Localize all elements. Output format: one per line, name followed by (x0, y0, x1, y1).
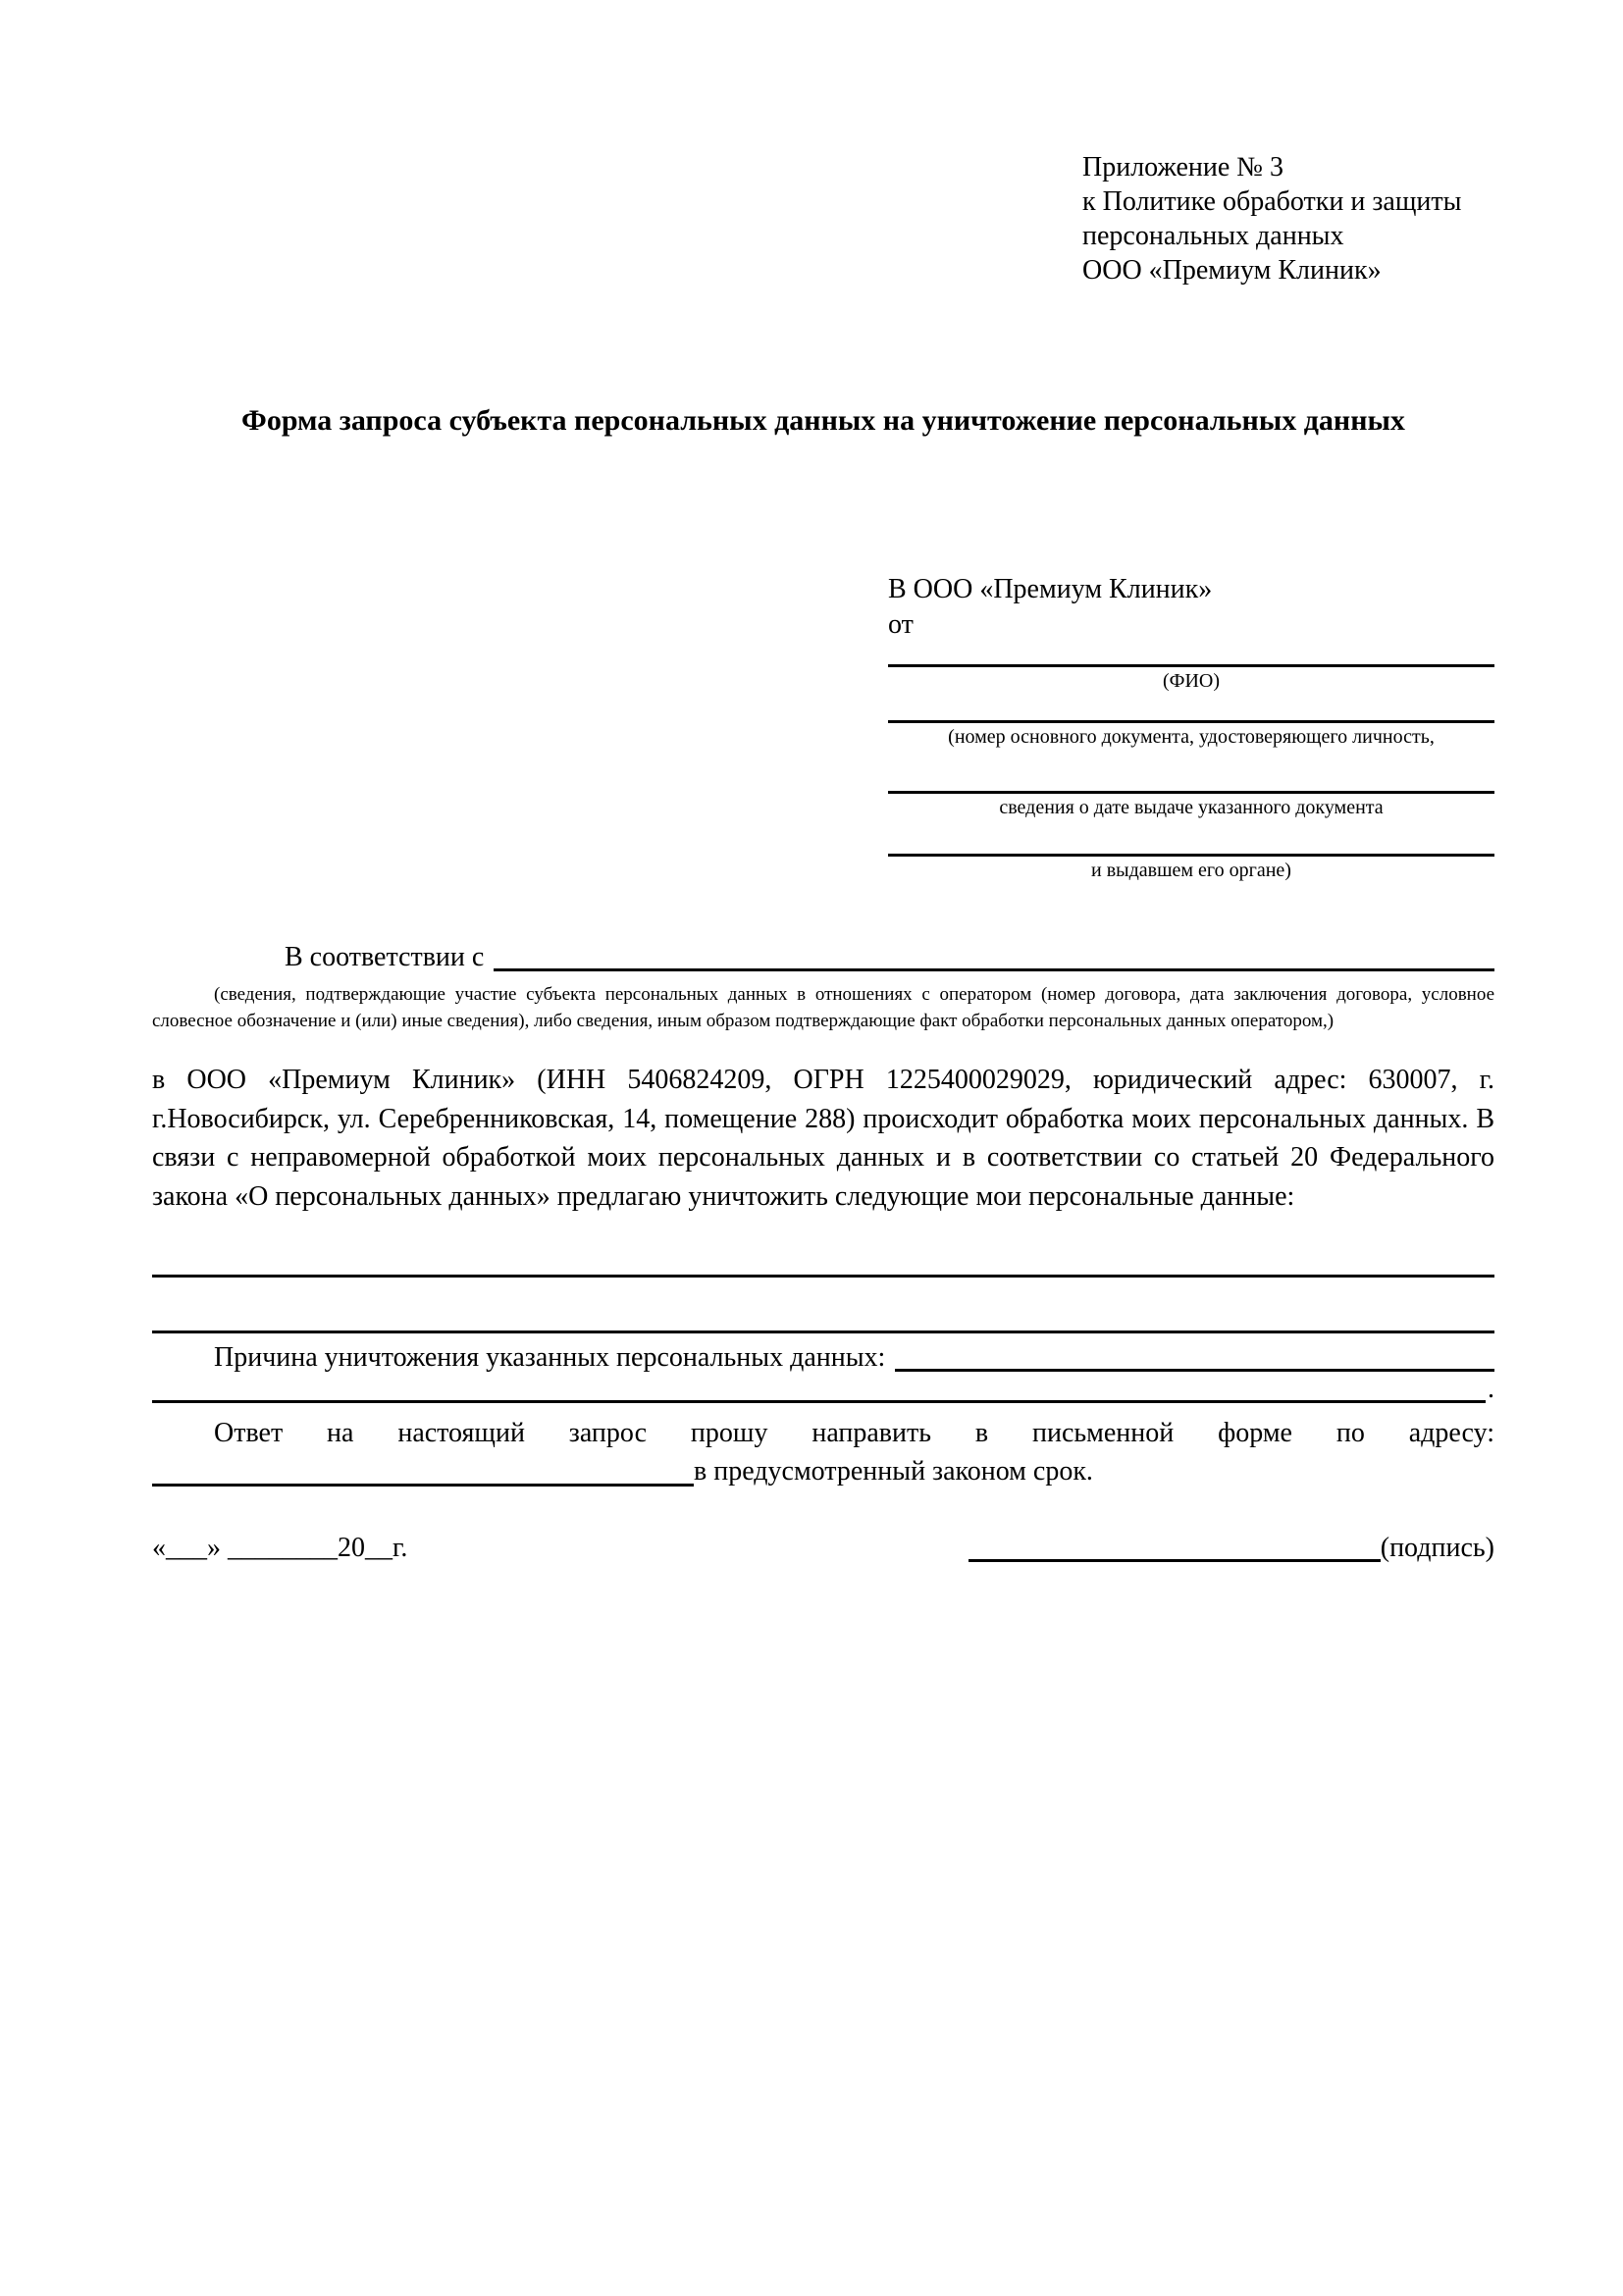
signature-blank-line (969, 1559, 1381, 1562)
data-blank-line-2 (152, 1331, 1494, 1333)
appendix-header (1082, 150, 1514, 287)
appendix-header-line: к Политике обработки и защиты (1082, 186, 1462, 217)
document-issue-date-caption: сведения о дате выдаче указанного документа (999, 797, 1384, 818)
addressee-from-label: от (888, 609, 914, 640)
main-paragraph: в ООО «Премиум Клиник» (ИНН 5406824209, ОГРН 1225400029029, юридический адрес: 630007, г. г.Новосибирск, ул. Серебренниковская, 14, помещение 288) происходит обработка моих персональных данных. В связи с неправомерной обработкой моих персональных данных и в соответствии со статьей 20 Федерального закона «О персональных данных» предлагаю уничтожить следующие мои персональные данные: (152, 1065, 1494, 1212)
footer-row (152, 1531, 1494, 1566)
fio-caption: (ФИО) (1162, 670, 1220, 692)
reason-blank-line-2 (152, 1400, 1486, 1403)
reason-continuation-row (152, 1372, 1494, 1407)
response-address-row (152, 1452, 1494, 1490)
accordance-row (152, 940, 1494, 975)
response-request-text: Ответ на настоящий запрос прошу направить в письменной форме по адресу: (214, 1418, 1494, 1448)
accordance-note: (сведения, подтверждающие участие субъекта персональных данных в отношениях с оператором (номер договора, дата заключения договора, условное словесное обозначение и (или) иные сведения), либо сведения, иным образом подтверждающие факт обработки персональных данных оператором,) (152, 984, 1494, 1031)
reason-label: Причина уничтожения указанных персональных данных: (214, 1342, 886, 1373)
appendix-header-line: Приложение № 3 (1082, 152, 1283, 183)
appendix-header-line: персональных данных (1082, 221, 1344, 251)
response-deadline-text: в предусмотренный законом срок. (694, 1456, 1093, 1487)
document-issuer-caption: и выдавшем его органе) (1091, 860, 1291, 881)
accordance-label: В соответствии с (285, 942, 485, 972)
period-mark: . (1488, 1374, 1494, 1404)
addressee-block (888, 572, 1494, 883)
response-block (152, 1414, 1494, 1490)
signature-caption: (подпись) (1380, 1533, 1494, 1563)
document-number-caption: (номер основного документа, удостоверяющего личность, (948, 726, 1435, 748)
address-blank-line (152, 1484, 694, 1487)
reason-row (152, 1340, 1494, 1376)
addressee-to: В ООО «Премиум Клиник» (888, 574, 1213, 604)
appendix-header-line: ООО «Премиум Клиник» (1082, 255, 1382, 286)
data-blank-line-1 (152, 1275, 1494, 1278)
accordance-blank-line (494, 968, 1494, 971)
page-title: Форма запроса субъекта персональных данных на уничтожение персональных данных (241, 404, 1405, 437)
date-template: «___» ________20__г. (152, 1533, 408, 1563)
